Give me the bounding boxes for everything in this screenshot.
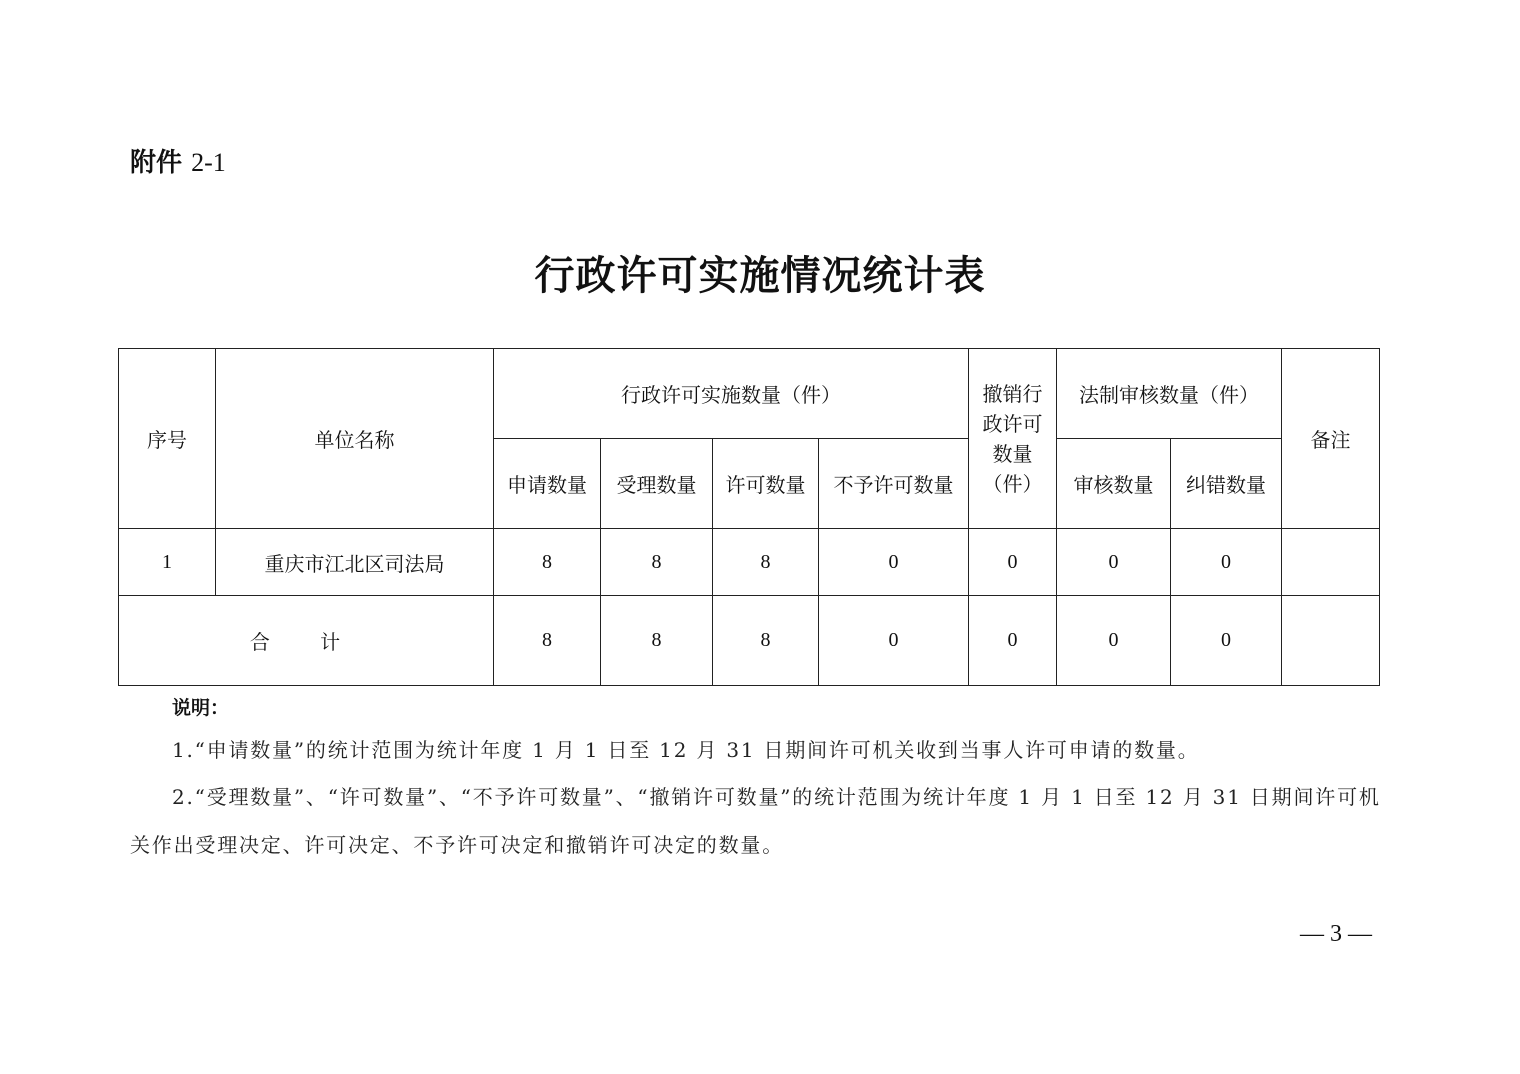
page-title: 行政许可实施情况统计表 bbox=[534, 252, 986, 299]
header-revoke bbox=[969, 349, 1057, 529]
cell-review: 0 bbox=[1057, 529, 1171, 596]
header-correct: 纠错数量 bbox=[1171, 439, 1282, 529]
header-revoke-line-3: 数量 bbox=[992, 441, 1033, 466]
total-deny: 0 bbox=[819, 596, 969, 686]
cell-accept: 8 bbox=[601, 529, 713, 596]
table-row bbox=[119, 529, 1380, 596]
cell-revoke: 0 bbox=[969, 529, 1057, 596]
header-review: 审核数量 bbox=[1057, 439, 1171, 529]
attachment-number: 2-1 bbox=[191, 148, 226, 177]
header-accept: 受理数量 bbox=[601, 439, 713, 529]
header-permit: 许可数量 bbox=[713, 439, 819, 529]
total-remark bbox=[1282, 596, 1380, 686]
header-implement-group: 行政许可实施数量（件） bbox=[494, 349, 969, 439]
total-correct: 0 bbox=[1171, 596, 1282, 686]
note-item-2: 2.“受理数量”、“许可数量”、“不予许可数量”、“撤销许可数量”的统计范围为统计年度 1 月 1 日至 12 月 31 日期间许可机关作出受理决定、许可决定、不予许可决定和撤销许可决定的数量。 bbox=[130, 785, 1381, 857]
total-revoke: 0 bbox=[969, 596, 1057, 686]
header-revoke-line-2: 政许可 bbox=[982, 411, 1043, 436]
header-remark: 备注 bbox=[1282, 349, 1380, 529]
cell-deny: 0 bbox=[819, 529, 969, 596]
page-number: — 3 — bbox=[1300, 921, 1372, 947]
cell-permit: 8 bbox=[713, 529, 819, 596]
header-legal-group: 法制审核数量（件） bbox=[1057, 349, 1282, 439]
cell-correct: 0 bbox=[1171, 529, 1282, 596]
total-label: 合 计 bbox=[119, 596, 494, 686]
header-seq: 序号 bbox=[119, 349, 216, 529]
cell-apply: 8 bbox=[494, 529, 601, 596]
statistics-table bbox=[118, 348, 1380, 686]
total-permit: 8 bbox=[713, 596, 819, 686]
header-unit: 单位名称 bbox=[216, 349, 494, 529]
total-row bbox=[119, 596, 1380, 686]
header-deny: 不予许可数量 bbox=[819, 439, 969, 529]
notes-heading: 说明： bbox=[172, 697, 230, 719]
total-review: 0 bbox=[1057, 596, 1171, 686]
total-accept: 8 bbox=[601, 596, 713, 686]
header-apply: 申请数量 bbox=[494, 439, 601, 529]
total-apply: 8 bbox=[494, 596, 601, 686]
note-item-1: 1.“申请数量”的统计范围为统计年度 1 月 1 日至 12 月 31 日期间许可机关收到当事人许可申请的数量。 bbox=[172, 738, 1200, 762]
attachment-text: 附件 bbox=[130, 148, 183, 178]
header-revoke-line-4: （件） bbox=[982, 471, 1043, 496]
cell-remark bbox=[1282, 529, 1380, 596]
cell-seq: 1 bbox=[119, 529, 216, 596]
header-revoke-line-1: 撤销行 bbox=[982, 381, 1043, 406]
header-row-1 bbox=[119, 349, 1380, 439]
cell-unit: 重庆市江北区司法局 bbox=[216, 529, 494, 596]
attachment-label bbox=[130, 142, 226, 179]
